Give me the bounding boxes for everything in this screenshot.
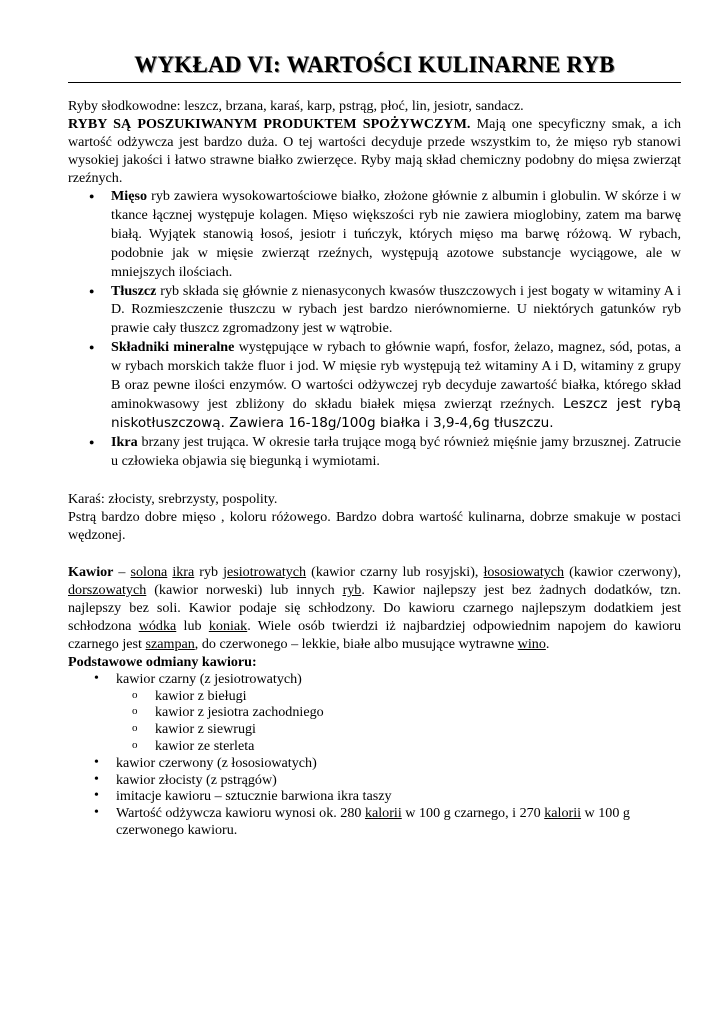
text-run: – bbox=[113, 563, 131, 580]
bullet-text: ryb składa się głównie z nienasyconych kwasów tłuszczowych i jest bogaty w witaminy A i D. Rozmieszczenie tłuszczu w rybach jest bardzo nierównomierne. U niektórych gatunków ryb prawie cały tłuszcz zgromadzony jest w wątrobie. bbox=[111, 282, 681, 337]
list-item: • kawior złocisty (z pstrągów) bbox=[68, 772, 681, 789]
caviar-varieties-list bbox=[68, 671, 681, 839]
bullet-roe bbox=[68, 433, 681, 471]
list-item: • imitacje kawioru – sztucznie barwiona ikra taszy bbox=[68, 788, 681, 805]
bullet-meat bbox=[68, 187, 681, 282]
bullet-term: Mięso bbox=[111, 188, 148, 204]
sublist-item: o kawior z jesiotra zachodniego bbox=[68, 704, 681, 721]
caviar-paragraph bbox=[68, 563, 681, 653]
text-run: Wartość odżywcza kawioru wynosi ok. 280 bbox=[116, 805, 365, 822]
link-kalorii[interactable]: kalorii bbox=[544, 805, 582, 822]
intro-text: Mają one specyficzny smak, a ich wartość odżywcza jest bardzo duża. O tej wartości decyduje przede wszystkim to, że mięso ryb stanowi wysokiej jakości i łatwo strawne białko zwierzęce. Ryby mają skład chemiczny podobny do mięsa zwierząt rzeźnych. bbox=[68, 116, 682, 186]
text-run: . bbox=[545, 635, 550, 652]
lecture-title: WYKŁAD VI: WARTOŚCI KULINARNE RYB bbox=[68, 52, 681, 83]
link-kalorii[interactable]: kalorii bbox=[364, 805, 402, 822]
heading-text: Podstawowe odmiany kawioru: bbox=[68, 653, 257, 670]
crucian-line: Karaś: złocisty, srebrzysty, pospolity. bbox=[68, 490, 278, 507]
bullet-term: Składniki mineralne bbox=[111, 339, 235, 356]
sublist-item: o kawior z bieługi bbox=[68, 688, 681, 705]
text-run: w 100 g czerwonego kawioru. bbox=[116, 805, 630, 838]
bream-note: Leszcz jest rybą niskotłuszczową. Zawiera 16-18g/100g białka i 3,9-4,6g tłuszczu. bbox=[111, 395, 681, 431]
link-ikra[interactable]: ikra bbox=[172, 563, 195, 580]
bullet-term: Tłuszcz bbox=[111, 282, 157, 299]
list-item-nutrition bbox=[68, 805, 681, 839]
link-dorszowatych[interactable]: dorszowatych bbox=[68, 581, 147, 598]
link-wino[interactable]: wino bbox=[517, 635, 546, 652]
link-jesiotrowatych[interactable]: jesiotrowatych bbox=[223, 563, 307, 580]
spacer bbox=[68, 544, 681, 563]
text-run: (kawior norweski) lub innych bbox=[146, 581, 343, 598]
caviar-term: Kawior bbox=[68, 563, 114, 580]
document-page bbox=[68, 52, 681, 839]
bullet-text: ryb zawiera wysokowartościowe białko, złożone głównie z albumin i globulin. W skórze i w tkance łącznej występuje kolagen. Mięso większości ryb nie zawiera mioglobiny, zatem ma barwę białą. Wyjątek stanowią łosoś, jesiotr i tuńczyk, których mięso ma barwę różową. W rybach, podobnie jak w mięsie zwierząt rzeźnych, występują azotowe substancje wyciągowe, ale w mniejszych ilościach. bbox=[111, 188, 681, 280]
bullet-fat bbox=[68, 282, 681, 339]
sublist-item: o kawior ze sterleta bbox=[68, 738, 681, 755]
bullet-text: brzany jest trująca. W okresie tarła trujące mogą być również mięśnie jamy brzusznej. Zatrucie u człowieka objawia się biegunką i wymiotami. bbox=[111, 433, 681, 469]
intro-bold: RYBY SĄ POSZUKIWANYM PRODUKTEM SPOŻYWCZYM. bbox=[68, 116, 471, 132]
text-run: . Wiele osób twierdzi iż najbardziej odpowiednim napojem do kawioru czarnego jest bbox=[68, 617, 681, 652]
link-szampan[interactable]: szampan bbox=[145, 635, 195, 652]
black-caviar-sublist bbox=[68, 688, 681, 755]
nutrition-bullet-list bbox=[68, 187, 681, 471]
link-koniak[interactable]: koniak bbox=[208, 617, 248, 634]
link-solona[interactable]: solona bbox=[130, 563, 168, 580]
link-wodka[interactable]: wódka bbox=[138, 617, 177, 634]
text-run: lub bbox=[176, 617, 209, 634]
bullet-term: Ikra bbox=[111, 433, 138, 450]
list-item: • kawior czarny (z jesiotrowatych) bbox=[68, 671, 681, 688]
text-run: , do czerwonego – lekkie, białe albo musujące wytrawne bbox=[194, 635, 518, 652]
text-run: (kawior czerwony), bbox=[564, 563, 681, 580]
intro-paragraph bbox=[68, 115, 681, 187]
text-run: . Kawior najlepszy jest bez żadnych dodatków, tzn. najlepszy bez soli. Kawior podaje się schłodzony. Do kawioru czarnego najlepszym dodatkiem jest schłodzona bbox=[68, 581, 681, 634]
sublist-container bbox=[68, 688, 681, 755]
bullet-text: występujące w rybach to głównie wapń, fosfor, żelazo, magnez, sód, potas, a w rybach morskich także fluor i jod. W mięsie ryb występują też witaminy A i D, witaminy z grupy B oraz pewne ilości enzymów. O wartości odżywczej ryb decyduje zawartość białka, którego skład aminokwasowy jest zbliżony do składu białek mięsa zwierząt rzeźnych. bbox=[111, 339, 681, 412]
freshwater-fish-line: Ryby słodkowodne: leszcz, brzana, karaś, karp, pstrąg, płoć, lin, jesiotr, sandacz. bbox=[68, 98, 524, 114]
sublist-item: o kawior z siewrugi bbox=[68, 721, 681, 738]
bullet-minerals bbox=[68, 338, 681, 433]
spacer bbox=[68, 471, 681, 490]
text-run: w 100 g czarnego, i 270 bbox=[401, 805, 545, 822]
list-item: • kawior czerwony (z łososiowatych) bbox=[68, 755, 681, 772]
link-ryb[interactable]: ryb bbox=[342, 581, 362, 598]
caviar-varieties-heading bbox=[68, 653, 681, 671]
link-lososiowatych[interactable]: łososiowatych bbox=[483, 563, 565, 580]
text-run: (kawior czarny lub rosyjski), bbox=[306, 563, 484, 580]
trout-paragraph: Pstrą bardzo dobre mięso , koloru różowego. Bardzo dobra wartość kulinarna, dobrze smakuje w postaci wędzonej. bbox=[68, 508, 681, 543]
text-run: ryb bbox=[194, 563, 224, 580]
